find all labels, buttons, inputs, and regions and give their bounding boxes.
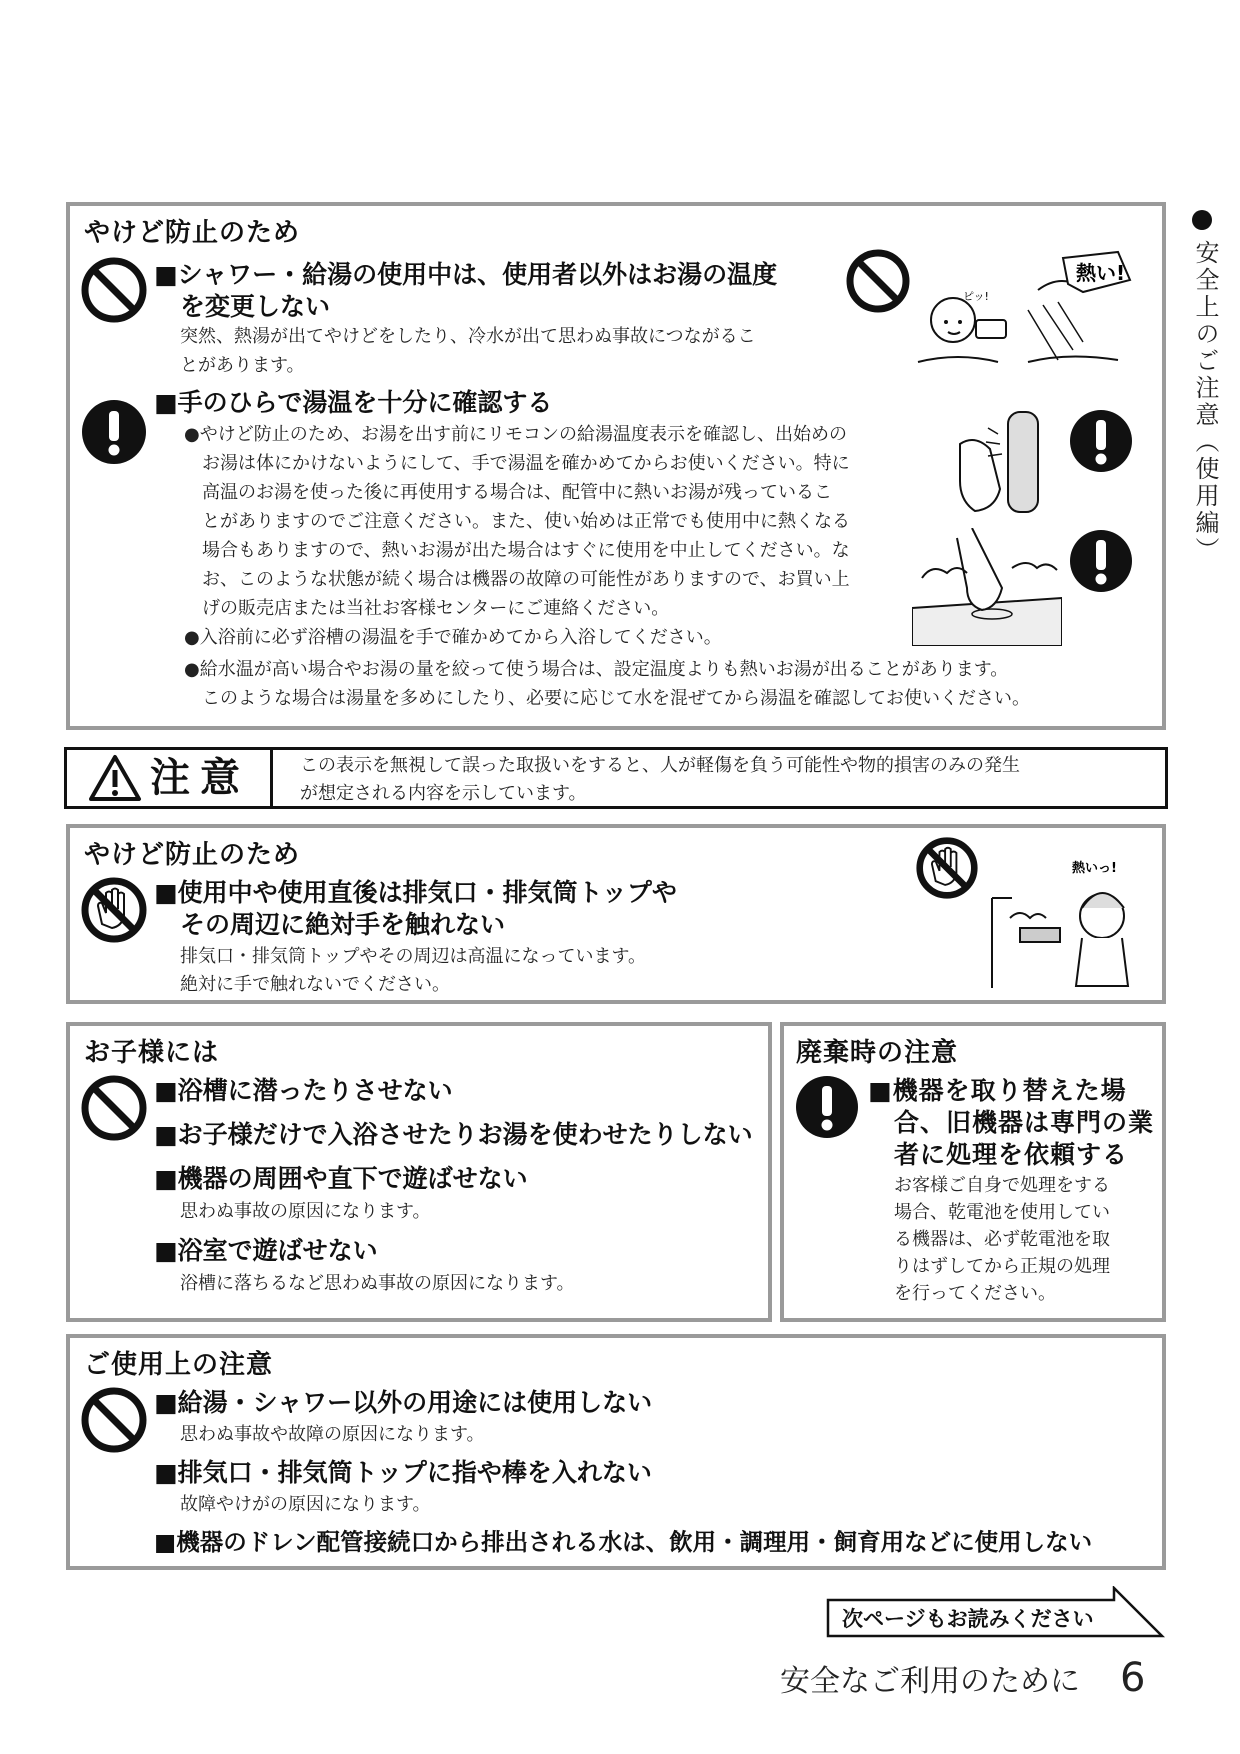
item-body: お客様ご自身で処理をする <box>894 1175 1110 1196</box>
item-heading-cont: その周辺に絶対手を触れない <box>180 910 506 939</box>
item-heading: ■シャワー・給湯の使用中は、使用者以外はお湯の温度 <box>154 260 778 289</box>
item-heading: ■機器のドレン配管接続口から排出される水は、飲用・調理用・飼育用などに使用しない <box>154 1528 1093 1556</box>
exhaust-touch-illustration <box>990 838 1140 988</box>
bullet-text: 高温のお湯を使った後に再使用する場合は、配管中に熱いお湯が残っているこ <box>202 482 832 503</box>
prohibition-icon <box>845 248 911 314</box>
item-body: 故障やけがの原因になります。 <box>180 1494 431 1515</box>
bullet-text: ●給水温が高い場合やお湯の量を絞って使う場合は、設定温度よりも熱いお湯が出ることがあります。 <box>184 659 1009 680</box>
footer-title: 安全なご利用のために <box>780 1664 1080 1699</box>
prohibition-icon <box>80 1386 148 1454</box>
item-heading-cont: 者に処理を依頼する <box>894 1140 1129 1169</box>
bullet-text: 場合もありますので、熱いお湯が出た場合はすぐに使用を中止してください。な <box>202 540 850 561</box>
illus-text-beep: ピッ! <box>963 290 989 303</box>
bullet-text: このような場合は湯量を多めにしたり、必要に応じて水を混ぜてから湯温を確認してお使いください。 <box>202 688 1030 709</box>
section-title: やけど防止のため <box>84 840 301 870</box>
section-title: 廃棄時の注意 <box>796 1038 959 1068</box>
illus-text-hot: 熱いっ! <box>1072 861 1117 876</box>
side-tab-bullet-icon <box>1192 210 1212 230</box>
mandatory-action-icon <box>80 398 148 466</box>
caution-label: 注意 <box>150 755 250 801</box>
item-body: 思わぬ事故の原因になります。 <box>180 1201 431 1222</box>
prohibition-icon <box>80 256 148 324</box>
do-not-touch-icon <box>80 876 148 944</box>
item-heading: ■浴室で遊ばせない <box>154 1236 378 1265</box>
item-heading: ■機器を取り替えた場 <box>868 1076 1127 1105</box>
mandatory-action-icon <box>794 1074 860 1140</box>
item-body: る機器は、必ず乾電池を取 <box>894 1229 1110 1250</box>
bullet-text: とがありますのでご注意ください。また、使い始めは正常でも使用中に熱くなる <box>202 511 850 532</box>
item-body: 浴槽に落ちるなど思わぬ事故の原因になります。 <box>180 1273 575 1294</box>
item-heading-cont: を変更しない <box>180 292 331 321</box>
bullet-text: げの販売店または当社お客様センターにご連絡ください。 <box>202 598 670 619</box>
section-title: お子様には <box>84 1038 220 1068</box>
item-heading: ■お子様だけで入浴させたりお湯を使わせたりしない <box>154 1120 753 1149</box>
side-tab-label: 安全上のご注意（使用編） <box>1191 240 1219 564</box>
item-heading-cont: 合、旧機器は専門の業 <box>894 1108 1155 1137</box>
caution-text: が想定される内容を示しています。 <box>300 783 587 804</box>
shower-hot-water-illustration <box>908 250 1138 372</box>
caution-text: この表示を無視して誤った取扱いをすると、人が軽傷を負う可能性や物的損害のみの発生 <box>300 755 1020 776</box>
illus-text-hot: 熱い! <box>1076 261 1126 285</box>
item-body: 絶対に手で触れないでください。 <box>180 974 450 995</box>
item-body: とがあります。 <box>180 355 305 376</box>
item-heading: ■給湯・シャワー以外の用途には使用しない <box>154 1388 653 1417</box>
bullet-text: ●入浴前に必ず浴槽の湯温を手で確かめてから入浴してください。 <box>184 627 722 648</box>
caution-divider <box>270 750 273 806</box>
do-not-touch-icon <box>915 836 979 900</box>
hand-shower-illustration <box>950 404 1055 524</box>
bullet-text: お湯は体にかけないようにして、手で湯温を確かめてからお使いください。特に <box>202 453 850 474</box>
item-heading: ■手のひらで湯温を十分に確認する <box>154 388 553 417</box>
section-title: やけど防止のため <box>84 218 301 248</box>
item-body: 排気口・排気筒トップやその周辺は高温になっています。 <box>180 946 647 967</box>
prohibition-icon <box>80 1074 148 1142</box>
item-heading: ■浴槽に潜ったりさせない <box>154 1076 453 1105</box>
hand-in-bathtub-illustration <box>912 528 1062 646</box>
item-heading: ■機器の周囲や直下で遊ばせない <box>154 1164 528 1193</box>
item-heading: ■使用中や使用直後は排気口・排気筒トップや <box>154 878 677 907</box>
item-heading: ■排気口・排気筒トップに指や棒を入れない <box>154 1458 652 1487</box>
bullet-text: お、このような状態が続く場合は機器の故障の可能性がありますので、お買い上 <box>202 569 850 590</box>
mandatory-action-icon <box>1068 528 1134 594</box>
section-title: ご使用上の注意 <box>84 1350 274 1380</box>
next-page-text: 次ページもお読みください <box>842 1607 1094 1631</box>
bullet-text: ●やけど防止のため、お湯を出す前にリモコンの給湯温度表示を確認し、出始めの <box>184 424 847 445</box>
item-body: りはずしてから正規の処理 <box>894 1256 1110 1277</box>
page-number: 6 <box>1120 1655 1146 1701</box>
mandatory-action-icon <box>1068 408 1134 474</box>
item-body: を行ってください。 <box>894 1283 1056 1304</box>
item-body: 場合、乾電池を使用してい <box>894 1202 1110 1223</box>
item-body: 思わぬ事故や故障の原因になります。 <box>180 1424 485 1445</box>
warning-triangle-icon <box>88 754 142 802</box>
item-body: 突然、熱湯が出てやけどをしたり、冷水が出て思わぬ事故につながるこ <box>180 326 756 347</box>
